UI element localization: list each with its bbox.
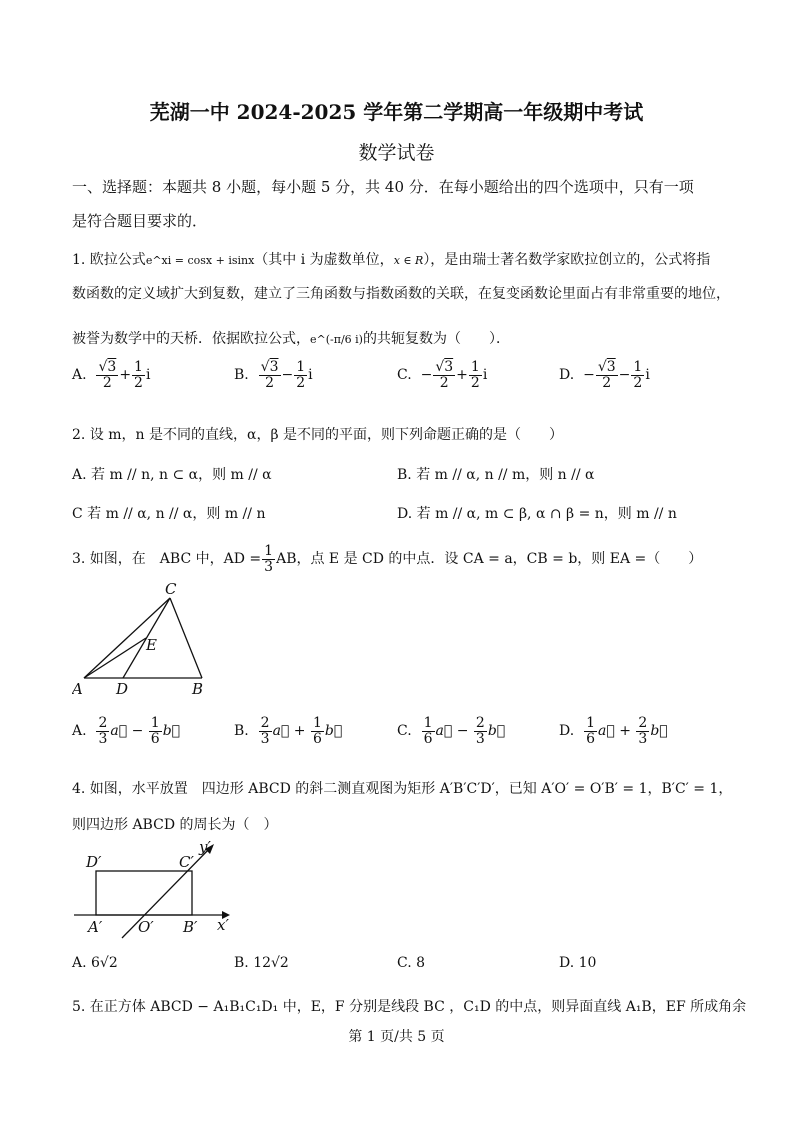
frac: $\frac{√3}{2}$ bbox=[98, 359, 117, 391]
frac: $\frac{1}{2}$ bbox=[296, 359, 306, 391]
q1-expression: e^(-π/6 i) bbox=[310, 333, 363, 346]
label-c: C bbox=[165, 580, 177, 598]
frac: $\frac{2}{3}$ bbox=[475, 715, 485, 747]
frac: $\frac{1}{2}$ bbox=[470, 359, 480, 391]
label-e: E bbox=[146, 636, 157, 654]
q3-option-d[interactable]: D. $\frac{1}{6}$ a⃗ + $\frac{2}{3}$ b⃗ bbox=[559, 715, 668, 747]
q4-option-b[interactable]: B. 12√2 bbox=[234, 955, 289, 971]
page-footer: 第 1 页/共 5 页 bbox=[348, 1029, 445, 1045]
segment-ae bbox=[84, 638, 146, 678]
label-y-prime: y′ bbox=[199, 840, 211, 856]
q3-option-a-label: A. bbox=[72, 723, 87, 740]
q2-option-c[interactable]: C 若 m // α, n // α，则 m // n bbox=[72, 506, 266, 522]
q3-option-c-op: − bbox=[456, 723, 469, 740]
frac: $\frac{1}{3}$ bbox=[264, 543, 274, 575]
q1-option-c-op: + bbox=[456, 367, 468, 384]
exam-title: 芜湖一中 2024-2025 学年第二学期高一年级期中考试 bbox=[149, 100, 644, 124]
segment-ac bbox=[84, 598, 170, 678]
frac: $\frac{1}{6}$ bbox=[312, 715, 322, 747]
label-b-prime: B′ bbox=[183, 918, 198, 936]
q2-option-a[interactable]: A. 若 m // n, n ⊂ α，则 m // α bbox=[72, 467, 272, 483]
label-c-prime: C′ bbox=[179, 853, 194, 871]
q1-option-b-label: B. bbox=[234, 367, 249, 384]
q1-line1-text: 1. 欧拉公式 bbox=[72, 252, 146, 268]
y-axis bbox=[122, 846, 212, 938]
q1-line1 bbox=[72, 249, 710, 269]
frac: $\frac{1}{6}$ bbox=[150, 715, 160, 747]
frac: $\frac{2}{3}$ bbox=[98, 715, 108, 747]
q1-line1-text-c: ），是由瑞士著名数学家欧拉创立的，公式将指 bbox=[423, 252, 711, 268]
q2-stem: 2. 设 m，n 是不同的直线，α，β 是不同的平面，则下列命题正确的是（ ） bbox=[72, 427, 563, 443]
q1-option-d-op: − bbox=[618, 367, 631, 384]
section-heading-line2: 是符合题目要求的． bbox=[72, 212, 208, 230]
q3-option-c-label: C. bbox=[397, 723, 412, 740]
q1-line3-text: 被誉为数学中的天桥．依据欧拉公式， bbox=[72, 331, 310, 347]
q1-option-b[interactable]: B. $\frac{√3}{2}$ − $\frac{1}{2}$ i bbox=[234, 359, 313, 391]
q3-stem bbox=[72, 544, 702, 574]
q1-line3-text-b: 的共轭复数为（ ）． bbox=[362, 331, 510, 347]
q4-rectangle-figure bbox=[72, 840, 242, 940]
q1-option-b-op: − bbox=[281, 367, 294, 384]
frac: $\frac{√3}{2}$ bbox=[260, 359, 279, 391]
label-d: D bbox=[116, 680, 129, 698]
frac: $\frac{1}{6}$ bbox=[586, 715, 596, 747]
q1-line2: 数函数的定义域扩大到复数，建立了三角函数与指数函数的关联，在复变函数论里面占有非常重要的地位， bbox=[72, 286, 730, 302]
frac: $\frac{1}{6}$ bbox=[423, 715, 433, 747]
frac: $\frac{1}{2}$ bbox=[633, 359, 643, 391]
q3-option-d-op: + bbox=[619, 723, 631, 740]
q3-option-d-label: D. bbox=[559, 723, 575, 740]
q1-option-d-sign: − bbox=[583, 367, 595, 384]
q3-option-b[interactable]: B. $\frac{2}{3}$ a⃗ + $\frac{1}{6}$ b⃗ bbox=[234, 715, 343, 747]
q3-stem-a: 3. 如图，在 ABC 中，AD = bbox=[72, 551, 262, 568]
frac: $\frac{1}{2}$ bbox=[134, 359, 143, 391]
q1-option-c[interactable]: C. − $\frac{√3}{2}$ + $\frac{1}{2}$ i bbox=[397, 359, 488, 391]
rectangle-abcd bbox=[96, 871, 192, 915]
q4-option-c[interactable]: C. 8 bbox=[397, 955, 426, 971]
q3-option-b-op: + bbox=[293, 723, 306, 740]
q3-option-a-op: − bbox=[131, 723, 144, 740]
label-d-prime: D′ bbox=[86, 853, 102, 871]
q1-option-d-label: D. bbox=[559, 367, 575, 384]
q3-stem-b: AB，点 E 是 CD 的中点．设 CA = a，CB = b，则 EA =（ ） bbox=[276, 551, 703, 568]
q3-option-b-label: B. bbox=[234, 723, 249, 740]
label-a: A bbox=[72, 680, 83, 698]
q3-option-c[interactable]: C. $\frac{1}{6}$ a⃗ − $\frac{2}{3}$ b⃗ bbox=[397, 715, 506, 747]
label-x-prime: x′ bbox=[217, 916, 229, 934]
q3-option-a[interactable]: A. $\frac{2}{3}$ a⃗ − $\frac{1}{6}$ b⃗ bbox=[72, 715, 181, 747]
q4-stem-line2: 则四边形 ABCD 的周长为（ ） bbox=[72, 817, 278, 833]
q1-option-a-op: + bbox=[119, 367, 132, 384]
q2-option-d[interactable]: D. 若 m // α, m ⊂ β, α ∩ β = n，则 m // n bbox=[397, 506, 677, 522]
frac: $\frac{√3}{2}$ bbox=[597, 359, 616, 391]
segment-bc bbox=[170, 598, 202, 678]
frac: $\frac{√3}{2}$ bbox=[435, 359, 454, 391]
section-heading-line1: 一、选择题：本题共 8 小题，每小题 5 分，共 40 分．在每小题给出的四个选项中，只有一项 bbox=[72, 178, 694, 196]
q1-option-c-sign: − bbox=[420, 367, 433, 384]
exam-subtitle: 数学试卷 bbox=[358, 142, 435, 164]
q1-option-a[interactable]: A. $\frac{√3}{2}$ + $\frac{1}{2}$ i bbox=[72, 359, 151, 391]
q4-option-a[interactable]: A. 6√2 bbox=[72, 955, 118, 971]
frac: $\frac{2}{3}$ bbox=[260, 715, 270, 747]
frac: $\frac{2}{3}$ bbox=[638, 715, 648, 747]
q4-option-d[interactable]: D. 10 bbox=[559, 955, 597, 971]
q1-option-a-label: A. bbox=[72, 367, 87, 384]
q1-line1-text-b: （其中 i 为虚数单位， bbox=[254, 252, 394, 268]
label-a-prime: A′ bbox=[88, 918, 103, 936]
label-b: B bbox=[192, 680, 204, 698]
q4-stem-line1: 4. 如图，水平放置 四边形 ABCD 的斜二测直观图为矩形 A′B′C′D′，已知 A′O′ = O′B′ = 1，B′C′ = 1， bbox=[72, 781, 733, 797]
q2-option-b[interactable]: B. 若 m // α, n // m，则 n // α bbox=[397, 467, 595, 483]
q1-option-d[interactable]: D. − $\frac{√3}{2}$ − $\frac{1}{2}$ i bbox=[559, 359, 650, 391]
q5-stem: 5. 在正方体 ABCD − A₁B₁C₁D₁ 中，E，F 分别是线段 BC ，C₁D 的中点，则异面直线 A₁B，EF 所成角余 bbox=[72, 999, 747, 1015]
q3-triangle-figure bbox=[72, 580, 222, 700]
q1-euler-formula: e^xi = cosx + isinx bbox=[145, 254, 255, 267]
q1-line3 bbox=[72, 328, 510, 348]
label-o-prime: O′ bbox=[138, 918, 154, 936]
q1-x-in-r: x ∈ R bbox=[393, 254, 424, 267]
q1-option-c-label: C. bbox=[397, 367, 412, 384]
